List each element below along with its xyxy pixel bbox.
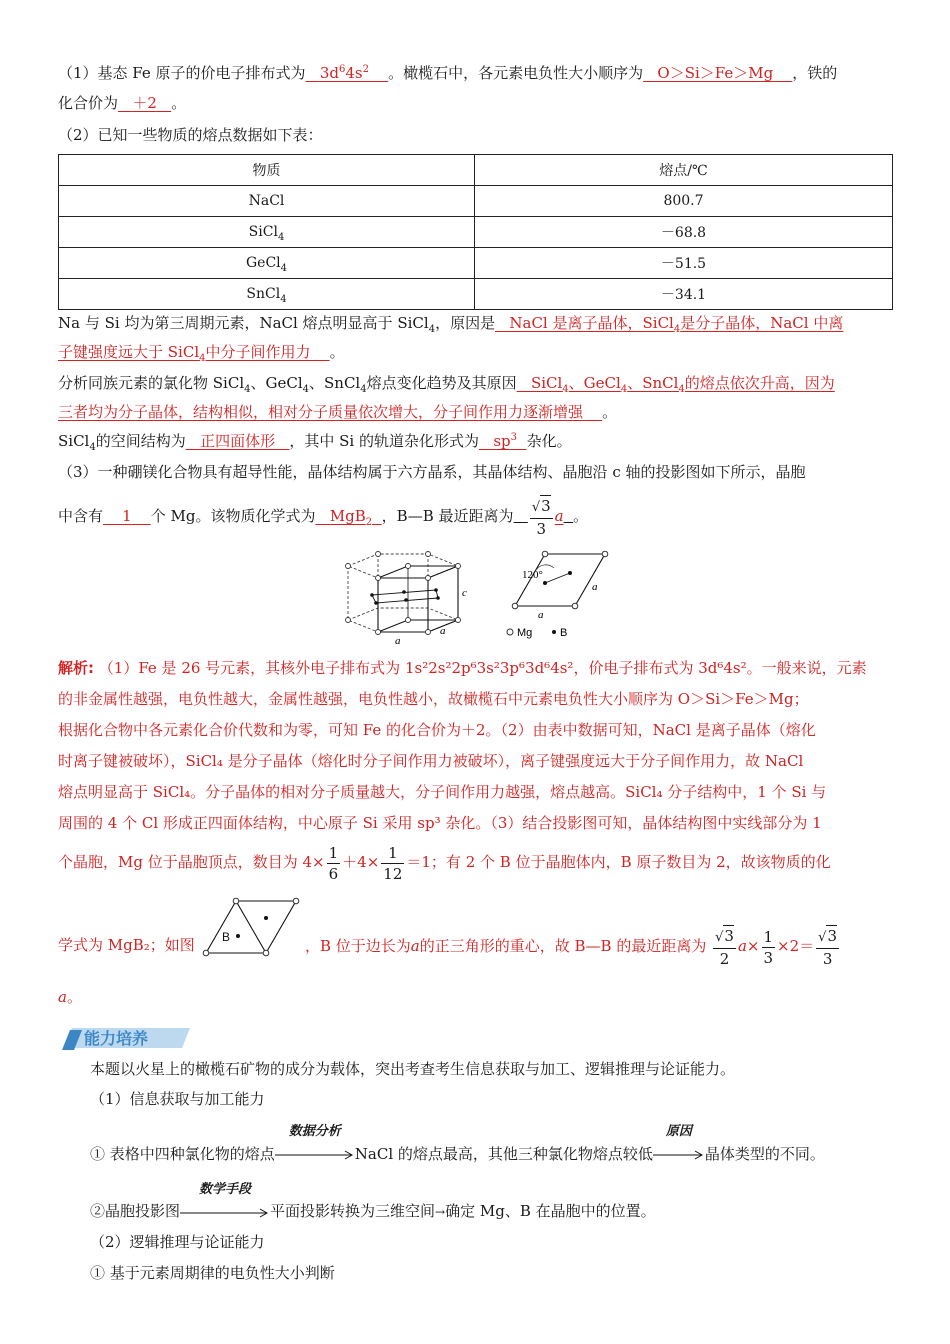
q2-s3-answer-hybrid: $sp^3$: [493, 432, 518, 450]
ability-item3: ① 基于元素周期律的电负性大小判断: [90, 1264, 335, 1282]
q2-s1-end: 。: [329, 343, 345, 361]
analysis-line3: 根据化合物中各元素化合价代数和为零，可知 Fe 的化合价为＋2。（2）由表中数据可知，NaCl 是离子晶体（熔化: [58, 721, 816, 739]
analysis-line7: 个晶胞，Mg 位于晶胞顶点，数目为 4× $\frac{1}{6}$ ＋4× $\frac{1}{12}$ ＝1；有 2 个 B 位于晶胞体内，B 原子数目为 2，故该物质的化: [58, 843, 831, 883]
q1-line2: [58, 92, 893, 114]
ability-p1: （1）信息获取与加工能力: [90, 1090, 265, 1108]
q2-s1-answer-cont: 子键强度远大于 SiCl$_4$中分子间作用力: [58, 343, 311, 364]
legend-b: B: [560, 627, 568, 639]
table-cell-value: －51.5: [475, 248, 893, 279]
melting-point-table: [58, 154, 893, 310]
q1-line2-suffix: 。: [171, 94, 187, 112]
table-cell-substance: GeCl$_4$: [59, 248, 475, 279]
table-cell-substance: SnCl$_4$: [59, 279, 475, 310]
q1-answer-valence: ＋2: [132, 94, 157, 112]
q1-answer-order: O＞Si＞Fe＞Mg: [657, 64, 774, 82]
q2-s1-answer: NaCl 是离子晶体，SiCl$_4$是分子晶体，NaCl 中离: [509, 314, 844, 335]
ability-item1: ① 表格中四种氯化物的熔点 数据分析 NaCl 的熔点最高，其他三种氯化物熔点较低 原因 晶体类型的不同。: [90, 1124, 825, 1163]
q2-s3-prefix: SiCl: [58, 432, 90, 450]
ability-badge: [60, 1022, 195, 1052]
ability-item2: ②晶胞投影图 数学手段 平面投影转换为三维空间→确定 Mg、B 在晶胞中的位置。: [90, 1200, 925, 1223]
q2-s2-answer-cont: 三者均为分子晶体，结构相似，相对分子质量依次增大，分子间作用力逐渐增强: [58, 403, 584, 421]
q2-s1-line1: Na 与 Si 均为第三周期元素，NaCl 熔点明显高于 SiCl$_4$，原因是 NaCl 是离子晶体，SiCl$_4$是分子晶体，NaCl 中离: [58, 314, 844, 335]
q3-answer-var: a: [554, 507, 564, 525]
q2-s1-prefix: Na 与 Si 均为第三周期元素，NaCl 熔点明显高于 SiCl: [58, 314, 429, 332]
table-header-row: [59, 155, 893, 186]
q2-s2-end: 。: [602, 403, 618, 421]
ability-p2: （2）逻辑推理与论证能力: [90, 1233, 265, 1251]
analysis-line6: 周围的 4 个 Cl 形成正四面体结构，中心原子 Si 采用 sp³ 杂化。（3）结合投影图可知，晶体结构图中实线部分为 1: [58, 814, 822, 832]
q3-answer-mg-count: 1: [122, 507, 132, 525]
label-a3: a: [538, 609, 544, 621]
label-a2: a: [440, 625, 446, 637]
q2-s2-line1: 分析同族元素的氯化物 SiCl$_4$、GeCl$_4$、SnCl$_4$熔点变化趋势及其原因 SiCl$_4$、GeCl$_4$、SnCl$_4$的熔点依次升高，因为: [58, 374, 835, 395]
table-row: [59, 248, 893, 279]
legend-mg: Mg: [517, 627, 533, 639]
badge-title: 能力培养: [84, 1029, 149, 1048]
table-cell-substance: NaCl: [59, 186, 475, 217]
table-header-substance: 物质: [59, 155, 475, 186]
q1-line1: [58, 62, 893, 84]
analysis-heading: 解析:: [58, 659, 94, 677]
q1-line2-prefix: 化合价为: [58, 94, 119, 112]
table-header-melting-point: 熔点/℃: [475, 155, 893, 186]
legend-mg-symbol: [507, 629, 513, 635]
arrow-math: 数学手段: [180, 1201, 270, 1223]
table-row: [59, 279, 893, 310]
q2-s3-line: SiCl$_4$的空间结构为 正四面体形 ，其中 Si 的轨道杂化形式为 $sp^3$ 杂化。: [58, 432, 572, 453]
label-120deg: 120°: [522, 569, 543, 581]
legend-b-symbol: [552, 630, 556, 634]
table-cell-value: －68.8: [475, 217, 893, 248]
q2-s2-prefix: 分析同族元素的氯化物 SiCl: [58, 374, 245, 392]
q2-s3-answer-shape: 正四面体形: [200, 432, 276, 450]
table-cell-value: 800.7: [475, 186, 893, 217]
q1-suffix: ，铁的: [792, 64, 838, 82]
table-row: [59, 186, 893, 217]
q2-s1-line2: [58, 341, 893, 363]
q1-prefix: （1）基态 Fe 原子的价电子排布式为: [58, 64, 306, 82]
analysis-line4: 时离子键被破坏），SiCl₄ 是分子晶体（熔化时分子间作用力被破坏），离子键强度远大于分子间作用力，故 NaCl: [58, 752, 804, 770]
crystal-figure: [340, 548, 630, 648]
q2-s2-answer: SiCl$_4$、GeCl$_4$、SnCl$_4$的熔点依次升高，因为: [530, 374, 835, 395]
q2-intro: （2）已知一些物质的熔点数据如下表：: [58, 126, 323, 144]
q3-answer-formula: MgB$_2$: [329, 507, 373, 528]
analysis-line5: 熔点明显高于 SiCl₄。分子晶体的相对分子质量越大，分子间作用力越强，熔点越高。SiCl₄ 分子结构中，1 个 Si 与: [58, 783, 827, 801]
analysis-line2: 的非金属性越强，电负性越大，金属性越强，电负性越小，故橄榄石中元素电负性大小顺序为 O＞Si＞Fe＞Mg；: [58, 690, 809, 708]
label-a1: a: [395, 635, 401, 647]
label-c: c: [462, 587, 467, 599]
q1-answer-config: $3d^64s^2$: [319, 64, 370, 82]
analysis-line8-right: ，B 位于边长为a的正三角形的重心，故 B—B 的最近距离为 $\frac{√3}{2}$ a× $\frac{1}{3}$ ×2＝ $\frac{√3}{3}$: [305, 927, 838, 968]
analysis-line9: a。: [58, 988, 82, 1006]
label-a4: a: [592, 581, 598, 593]
q3-line1: [58, 461, 893, 483]
q2-s1-mid: ，原因是: [435, 314, 496, 332]
arrow-reason: 原因: [653, 1143, 705, 1165]
q3-line1-text: （3）一种硼镁化合物具有超导性能，晶体结构属于六方晶系，其晶体结构、晶胞沿 c 轴的投影图如下所示，晶胞: [58, 463, 806, 481]
q3-line2: 中含有 1 个 Mg。该物质化学式为 MgB$_2$ ，B—B 最近距离为 $\frac{√3}{3}$ a 。: [58, 497, 589, 538]
table-row: [59, 217, 893, 248]
q2-s2-line2: [58, 401, 893, 423]
ability-intro: 本题以火星上的橄榄石矿物的成分为载体，突出考查考生信息获取与加工、逻辑推理与论证能力。: [90, 1060, 736, 1078]
q3-answer-fraction: $\frac{√3}{3}$: [531, 497, 551, 538]
table-cell-value: －34.1: [475, 279, 893, 310]
q1-middle: 。橄榄石中，各元素电负性大小顺序为: [388, 64, 644, 82]
analysis-line8-left: 学式为 MgB₂；如图: [58, 936, 195, 954]
table-cell-substance: SiCl$_4$: [59, 217, 475, 248]
arrow-data-analysis: 数据分析: [275, 1143, 355, 1165]
mini-label-b: B: [222, 930, 231, 944]
analysis-line1: 解析: （1）Fe 是 26 号元素，其核外电子排布式为 1s²2s²2p⁶3s²3p⁶3d⁶4s²，价电子排布式为 3d⁶4s²。一般来说，元素: [58, 659, 867, 677]
